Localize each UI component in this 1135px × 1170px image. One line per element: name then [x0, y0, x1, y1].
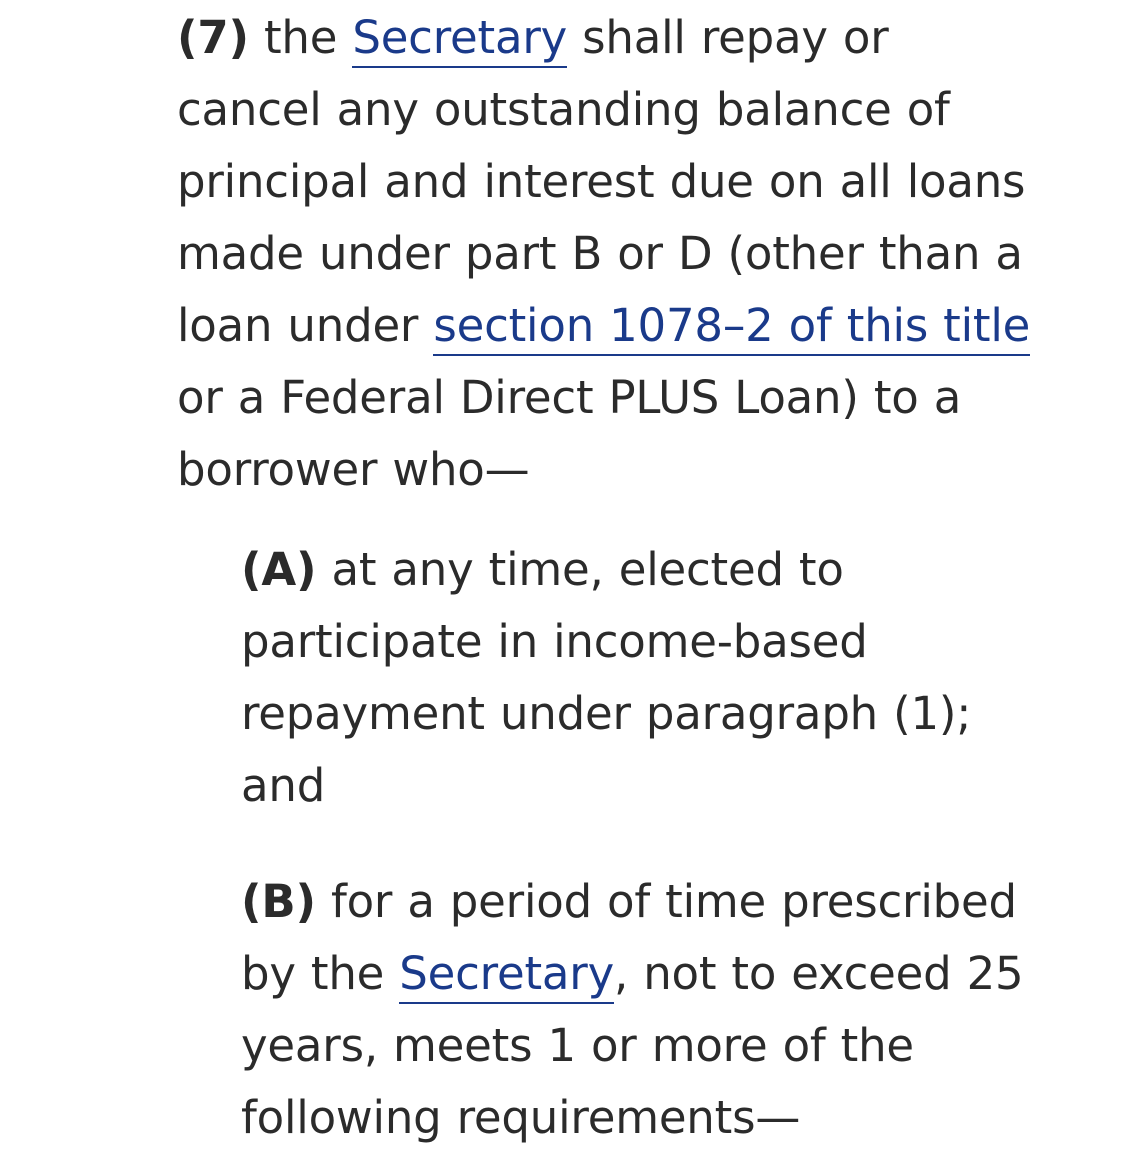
paragraph-7-text-1: the — [248, 11, 353, 64]
secretary-link-2[interactable]: Secretary — [399, 947, 614, 1004]
subparagraph-marker-b: (B) — [241, 875, 316, 928]
subparagraph-a-text: at any time, elected to participate in income-based repayment under paragraph (1); and — [241, 543, 972, 812]
paragraph-7 — [177, 2, 1037, 506]
subparagraph-marker-a: (A) — [241, 543, 317, 596]
subparagraph-a — [241, 534, 1041, 822]
section-1078-2-link[interactable]: section 1078–2 of this title — [433, 299, 1030, 356]
secretary-link[interactable]: Secretary — [352, 11, 567, 68]
paragraph-7-text-3: or a Federal Direct PLUS Loan) to a borrower who— — [177, 371, 962, 496]
subparagraph-b-text-1: for a period of time prescribed by the — [241, 875, 1017, 1000]
subparagraph-b — [241, 866, 1041, 1154]
subparagraph-b-text-2: , not to exceed 25 years, meets 1 or more of the following requirements— — [241, 947, 1024, 1144]
paragraph-marker-7: (7) — [177, 11, 249, 64]
paragraph-7-text-2: shall repay or cancel any outstanding balance of principal and interest due on all loans made under part B or D (other than a loan under — [177, 11, 1026, 352]
